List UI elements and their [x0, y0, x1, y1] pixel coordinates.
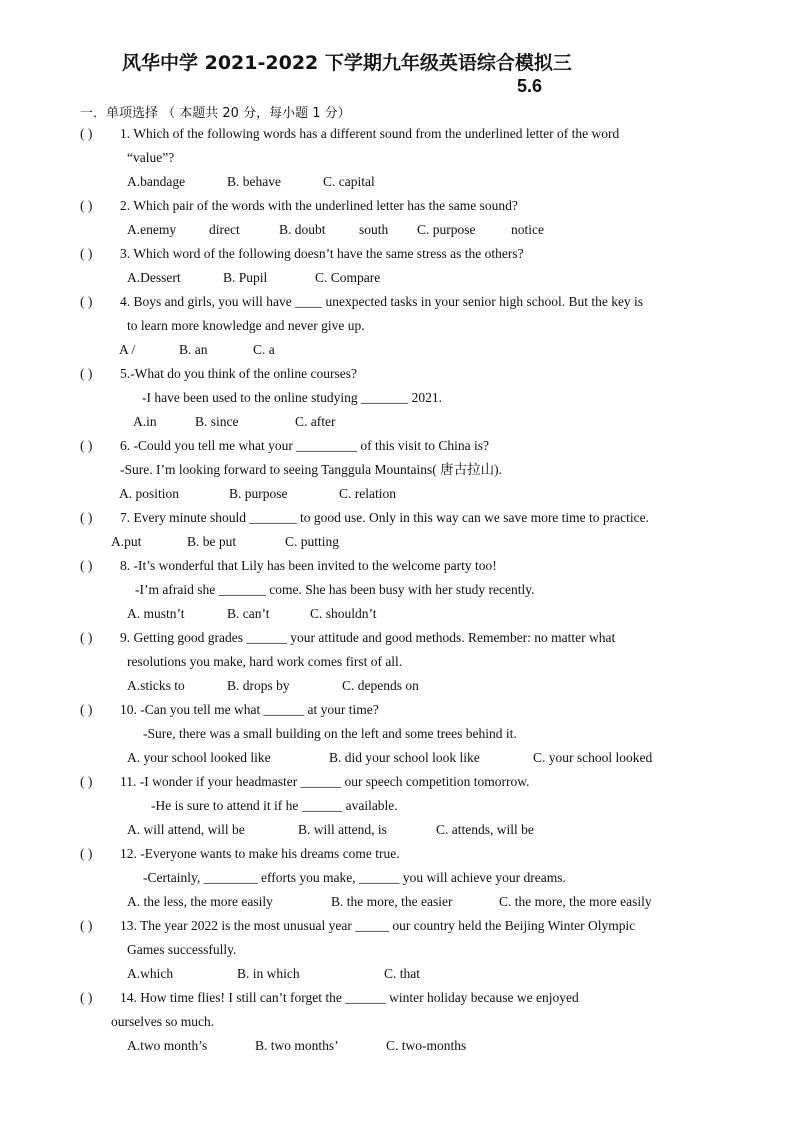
question-text-cont: Games successfully.	[127, 942, 237, 957]
question-text: 7. Every minute should _______ to good use. Only in this way can we save more time to practice.	[120, 510, 650, 525]
question-text: 10. -Can you tell me what ______ at your time?	[120, 702, 379, 717]
options-row	[127, 174, 375, 190]
option-c: C. purpose	[417, 222, 476, 237]
page-title: 风华中学 2021-2022 下学期九年级英语综合模拟三	[122, 52, 572, 74]
question-text: 2. Which pair of the words with the underlined letter has the same sound?	[120, 198, 518, 213]
options-row	[127, 270, 380, 286]
question-11	[80, 774, 530, 790]
option-a: A.sticks to	[127, 678, 185, 693]
answer-paren[interactable]: ( )	[80, 918, 93, 933]
option-c: C. depends on	[342, 678, 419, 693]
option-b-2: south	[359, 222, 389, 237]
answer-paren[interactable]: ( )	[80, 774, 93, 789]
question-text-cont: -Sure, there was a small building on the left and some trees behind it.	[143, 726, 517, 741]
question-7	[80, 510, 649, 526]
answer-paren[interactable]: ( )	[80, 246, 93, 261]
option-b: B. since	[195, 414, 239, 429]
option-a: A.which	[127, 966, 174, 981]
question-1	[80, 126, 619, 142]
question-text: 6. -Could you tell me what your _________ of this visit to China is?	[120, 438, 489, 453]
option-a: A. position	[119, 486, 180, 501]
option-a: A.enemy	[127, 222, 177, 237]
option-a-2: direct	[209, 222, 240, 237]
option-a: A.Dessert	[127, 270, 181, 285]
options-row	[119, 486, 396, 502]
question-text-cont: -He is sure to attend it if he ______ available.	[151, 798, 398, 813]
option-c: C. shouldn’t	[310, 606, 377, 621]
option-a: A. the less, the more easily	[127, 894, 273, 909]
question-text: 11. -I wonder if your headmaster ______ our speech competition tomorrow.	[120, 774, 530, 789]
options-row	[127, 822, 534, 838]
option-c: C. the more, the more easily	[499, 894, 652, 909]
question-text-cont: -Certainly, ________ efforts you make, ______ you will achieve your dreams.	[143, 870, 566, 885]
question-text: 8. -It’s wonderful that Lily has been invited to the welcome party too!	[120, 558, 497, 573]
question-text-cont: -Sure. I’m looking forward to seeing Tanggula Mountains( 唐古拉山).	[120, 462, 502, 477]
answer-paren[interactable]: ( )	[80, 846, 93, 861]
answer-paren[interactable]: ( )	[80, 630, 93, 645]
options-row	[127, 678, 419, 694]
options-row	[127, 1038, 466, 1054]
question-2	[80, 198, 518, 214]
question-text-cont: -I’m afraid she _______ come. She has been busy with her study recently.	[135, 582, 535, 597]
option-a: A. will attend, will be	[127, 822, 245, 837]
options-row	[127, 966, 420, 982]
option-c-2: notice	[511, 222, 544, 237]
answer-paren[interactable]: ( )	[80, 438, 93, 453]
option-b: B. behave	[227, 174, 281, 189]
options-row	[127, 750, 652, 766]
question-12	[80, 846, 400, 862]
question-text-cont: resolutions you make, hard work comes first of all.	[127, 654, 403, 669]
question-3	[80, 246, 524, 262]
option-b: B. purpose	[229, 486, 288, 501]
options-row	[119, 342, 275, 358]
option-b: B. an	[179, 342, 208, 357]
option-b: B. can’t	[227, 606, 270, 621]
option-c: C. after	[295, 414, 336, 429]
question-text: 9. Getting good grades ______ your attitude and good methods. Remember: no matter what	[120, 630, 616, 645]
option-a: A.two month’s	[127, 1038, 208, 1053]
question-text-cont: ourselves so much.	[111, 1014, 215, 1029]
answer-paren[interactable]: ( )	[80, 702, 93, 717]
options-row	[133, 414, 335, 430]
exam-date: 5.6	[517, 76, 543, 96]
answer-paren[interactable]: ( )	[80, 990, 93, 1005]
answer-paren[interactable]: ( )	[80, 294, 93, 309]
option-b: B. be put	[187, 534, 237, 549]
answer-paren[interactable]: ( )	[80, 558, 93, 573]
question-9	[80, 630, 615, 646]
option-c: C. attends, will be	[436, 822, 534, 837]
option-c: C. your school looked	[533, 750, 653, 765]
question-text: 14. How time flies! I still can’t forget the ______ winter holiday because we enjoyed	[120, 990, 579, 1005]
question-6	[80, 438, 489, 454]
question-text: 3. Which word of the following doesn’t have the same stress as the others?	[120, 246, 524, 261]
option-a: A.in	[133, 414, 157, 429]
question-5	[80, 366, 357, 382]
option-c: C. putting	[285, 534, 340, 549]
question-text: 5.-What do you think of the online courses?	[120, 366, 357, 381]
option-b: B. two months’	[255, 1038, 339, 1053]
question-text: 13. The year 2022 is the most unusual year _____ our country held the Beijing Winter Olympic	[120, 918, 636, 933]
option-b: B. drops by	[227, 678, 290, 693]
answer-paren[interactable]: ( )	[80, 126, 93, 141]
option-b: B. Pupil	[223, 270, 268, 285]
question-text: 1. Which of the following words has a different sound from the underlined letter of the word	[120, 126, 620, 141]
option-c: C. two-months	[386, 1038, 467, 1053]
option-a: A /	[119, 342, 136, 357]
option-c: C. Compare	[315, 270, 381, 285]
options-row	[127, 222, 544, 238]
question-text-cont: -I have been used to the online studying _______ 2021.	[142, 390, 442, 405]
option-c: C. that	[384, 966, 420, 981]
section-heading: 一．单项选择 （ 本题共 20 分，每小题 1 分）	[80, 106, 351, 121]
question-text: 4. Boys and girls, you will have ____ unexpected tasks in your senior high school. But the key is	[120, 294, 644, 309]
question-text-cont: to learn more knowledge and never give up.	[127, 318, 365, 333]
option-a: A.put	[111, 534, 142, 549]
question-8	[80, 558, 497, 574]
question-4	[80, 294, 643, 310]
answer-paren[interactable]: ( )	[80, 366, 93, 381]
option-c: C. capital	[323, 174, 375, 189]
option-c: C. relation	[339, 486, 396, 501]
option-b: B. did your school look like	[329, 750, 480, 765]
question-13	[80, 918, 635, 934]
options-row	[127, 606, 377, 622]
option-b: B. doubt	[279, 222, 326, 237]
option-b: B. in which	[237, 966, 300, 981]
option-b: B. will attend, is	[298, 822, 387, 837]
option-a: A. mustn’t	[127, 606, 185, 621]
question-text: 12. -Everyone wants to make his dreams come true.	[120, 846, 400, 861]
question-10	[80, 702, 379, 718]
option-a: A.bandage	[127, 174, 186, 189]
question-text-cont: “value”?	[127, 150, 175, 165]
answer-paren[interactable]: ( )	[80, 510, 93, 525]
option-b: B. the more, the easier	[331, 894, 453, 909]
options-row	[111, 534, 339, 550]
option-c: C. a	[253, 342, 275, 357]
options-row	[127, 894, 652, 910]
option-a: A. your school looked like	[127, 750, 271, 765]
question-14	[80, 990, 579, 1006]
answer-paren[interactable]: ( )	[80, 198, 93, 213]
